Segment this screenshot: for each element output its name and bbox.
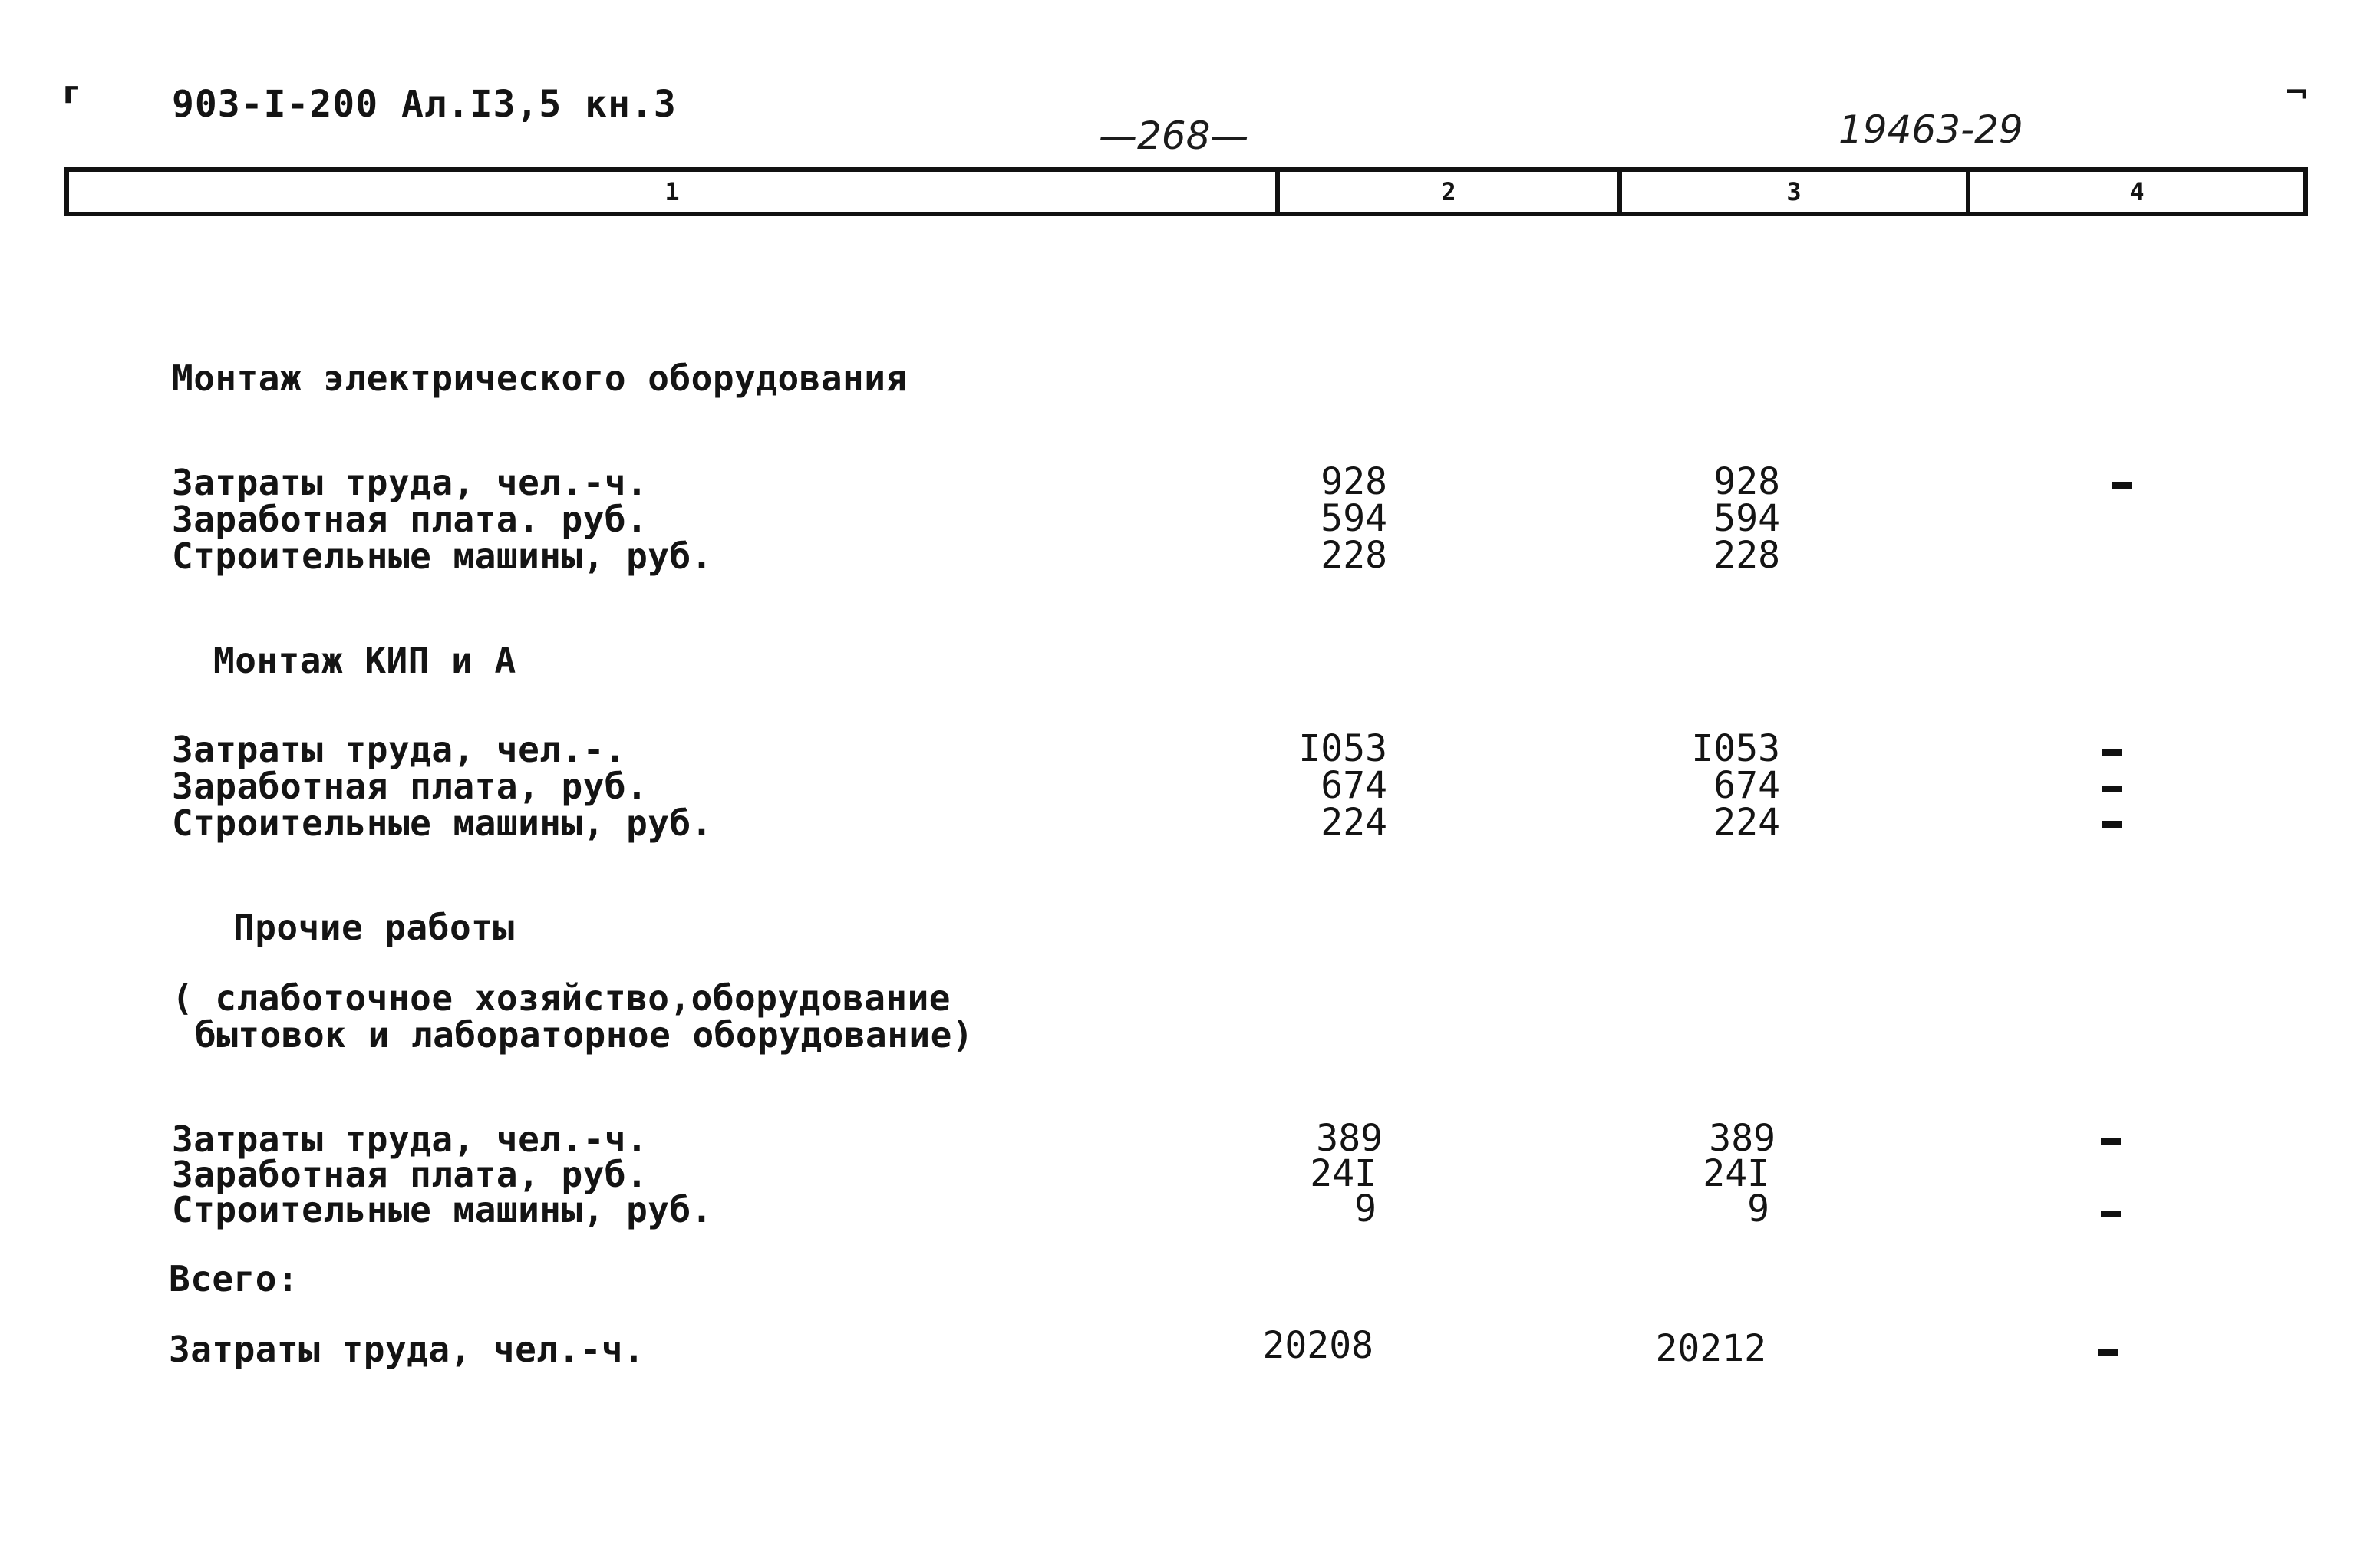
- total-row-label: Затраты труда, чел.-ч.: [169, 1329, 645, 1370]
- dash-mark: [2102, 821, 2122, 828]
- section-title: Монтаж КИП и А: [213, 640, 516, 681]
- total-value-col3: 20212: [1655, 1327, 1766, 1370]
- row-value-col3: 594: [1713, 497, 1780, 540]
- row-value-col3: 24I: [1703, 1152, 1769, 1195]
- sheet-reference: 19463-29: [1838, 107, 2023, 152]
- row-value-col2: 9: [1354, 1188, 1377, 1230]
- dash-mark: [2101, 1138, 2121, 1145]
- corner-mark-right: ¬: [2283, 75, 2310, 110]
- total-title: Всего:: [169, 1258, 299, 1300]
- row-label: Заработная плата, руб.: [172, 766, 648, 807]
- column-header-2: 2: [1280, 172, 1622, 212]
- section-title: Монтаж электрического оборудования: [172, 357, 908, 399]
- row-label: Заработная плата, руб.: [172, 1154, 648, 1195]
- dash-mark: [2098, 1349, 2118, 1356]
- row-value-col2: 928: [1321, 460, 1387, 503]
- row-value-col2: 389: [1316, 1117, 1383, 1160]
- row-value-col3: 9: [1747, 1188, 1769, 1230]
- dash-mark: [2101, 1211, 2121, 1217]
- page-number: —268—: [1099, 114, 1249, 158]
- section-subtitle-line: бытовок и лабораторное оборудование): [195, 1014, 974, 1056]
- column-header-3: 3: [1622, 172, 1970, 212]
- dash-mark: [2112, 482, 2132, 489]
- corner-mark-left: г: [63, 75, 79, 110]
- row-value-col2: I053: [1298, 727, 1387, 770]
- dash-mark: [2102, 786, 2122, 792]
- row-value-col2: 674: [1321, 764, 1387, 807]
- dash-mark: [2102, 749, 2122, 756]
- row-value-col2: 24I: [1310, 1152, 1377, 1195]
- row-value-col3: 674: [1713, 764, 1780, 807]
- row-value-col3: I053: [1691, 727, 1780, 770]
- row-label: Затраты труда, чел.-.: [172, 729, 627, 770]
- column-header-table: [64, 167, 2308, 216]
- row-label: Заработная плата. руб.: [172, 499, 648, 540]
- document-code: 903-I-200 Ал.I3,5 кн.3: [172, 83, 677, 126]
- row-value-col2: 224: [1321, 801, 1387, 844]
- row-label: Строительные машины, руб.: [172, 802, 713, 844]
- row-value-col2: 228: [1321, 534, 1387, 577]
- row-label: Строительные машины, руб.: [172, 535, 713, 577]
- row-label: Строительные машины, руб.: [172, 1189, 713, 1230]
- row-value-col3: 928: [1713, 460, 1780, 503]
- row-value-col3: 389: [1709, 1117, 1776, 1160]
- row-value-col3: 228: [1713, 534, 1780, 577]
- row-value-col2: 594: [1321, 497, 1387, 540]
- column-header-4: 4: [2129, 177, 2145, 206]
- total-value-col2: 20208: [1262, 1324, 1373, 1367]
- column-header-1: 1: [69, 172, 1280, 212]
- section-title: Прочие работы: [233, 907, 515, 948]
- row-label: Затраты труда, чел.-ч.: [172, 462, 648, 503]
- row-value-col3: 224: [1713, 801, 1780, 844]
- section-subtitle-line: ( слаботочное хозяйство,оборудование: [172, 977, 951, 1019]
- row-label: Затраты труда, чел.-ч.: [172, 1118, 648, 1160]
